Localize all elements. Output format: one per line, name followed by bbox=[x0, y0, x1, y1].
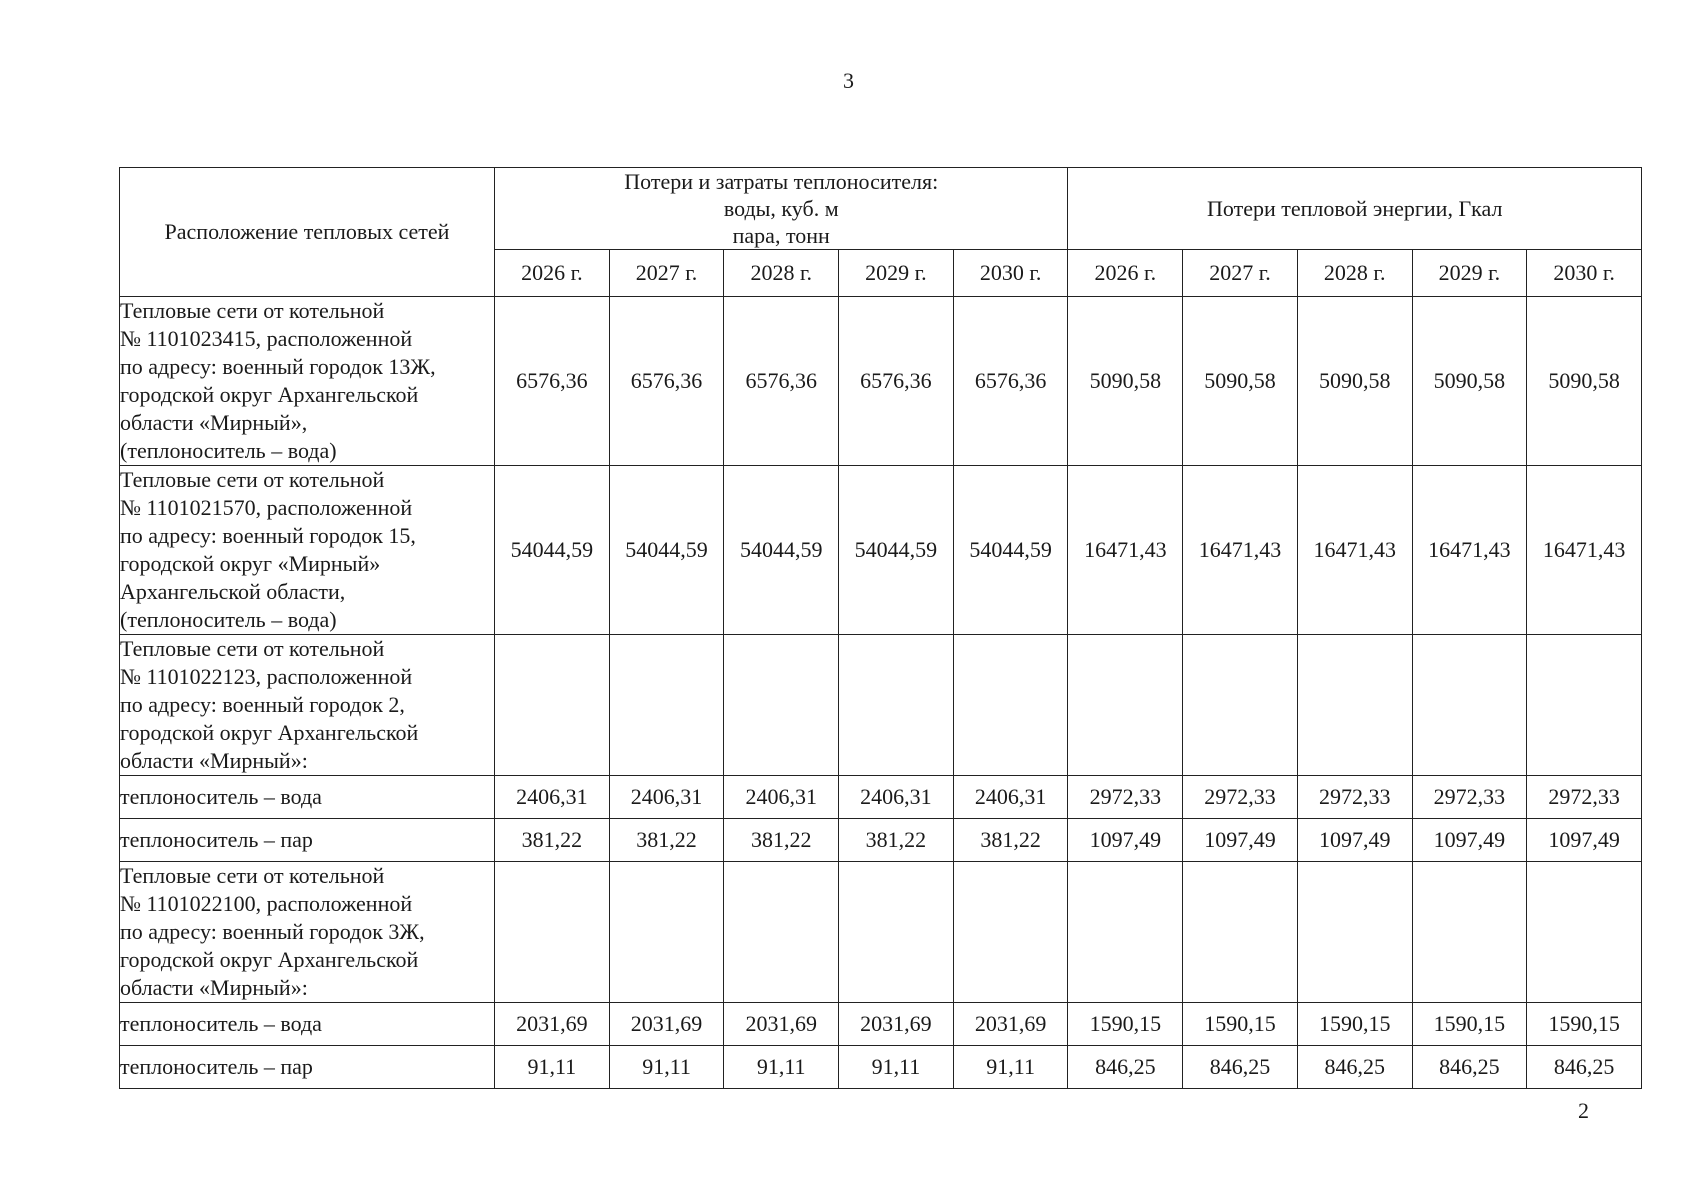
coolant-loss-cell: 54044,59 bbox=[609, 466, 724, 635]
coolant-loss-cell bbox=[953, 635, 1068, 776]
coolant-losses-header-line: воды, куб. м bbox=[723, 196, 839, 221]
coolant-loss-cell: 91,11 bbox=[953, 1046, 1068, 1089]
coolant-loss-cell: 381,22 bbox=[609, 819, 724, 862]
coolant-loss-cell: 6576,36 bbox=[839, 297, 954, 466]
coolant-loss-cell bbox=[495, 635, 610, 776]
coolant-loss-cell bbox=[495, 862, 610, 1003]
heat-loss-cell: 16471,43 bbox=[1527, 466, 1642, 635]
heat-loss-cell bbox=[1297, 862, 1412, 1003]
location-line: Тепловые сети от котельной bbox=[120, 298, 385, 323]
heat-loss-cell bbox=[1412, 635, 1527, 776]
heat-loss-cell: 2972,33 bbox=[1297, 776, 1412, 819]
heat-loss-cell: 2972,33 bbox=[1183, 776, 1298, 819]
location-line: городской округ Архангельской bbox=[120, 947, 419, 972]
coolant-loss-cell bbox=[724, 635, 839, 776]
location-line: № 1101022123, расположенной bbox=[120, 664, 413, 689]
coolant-losses-header-line: Потери и затраты теплоносителя: bbox=[624, 169, 939, 194]
heat-loss-cell: 846,25 bbox=[1527, 1046, 1642, 1089]
coolant-loss-cell: 2031,69 bbox=[724, 1003, 839, 1046]
coolant-loss-cell: 2031,69 bbox=[609, 1003, 724, 1046]
heat-loss-cell: 16471,43 bbox=[1068, 466, 1183, 635]
location-header: Расположение тепловых сетей bbox=[120, 168, 495, 297]
heat-loss-cell bbox=[1183, 862, 1298, 1003]
heat-loss-cell: 2972,33 bbox=[1412, 776, 1527, 819]
heat-loss-cell: 846,25 bbox=[1183, 1046, 1298, 1089]
heat-loss-cell: 16471,43 bbox=[1183, 466, 1298, 635]
location-cell bbox=[120, 862, 495, 1003]
location-line: по адресу: военный городок 15, bbox=[120, 523, 416, 548]
location-line: городской округ «Мирный» bbox=[120, 551, 381, 576]
coolant-loss-cell: 6576,36 bbox=[495, 297, 610, 466]
heat-loss-cell: 16471,43 bbox=[1412, 466, 1527, 635]
heat-loss-cell: 2972,33 bbox=[1527, 776, 1642, 819]
coolant-loss-cell bbox=[609, 635, 724, 776]
sheet-number: 2 bbox=[1578, 1098, 1589, 1123]
heat-losses-table bbox=[119, 167, 1642, 1089]
location-line: № 1101021570, расположенной bbox=[120, 495, 413, 520]
location-line: области «Мирный»: bbox=[120, 748, 308, 773]
coolant-loss-cell: 2406,31 bbox=[724, 776, 839, 819]
coolant-loss-cell: 2031,69 bbox=[495, 1003, 610, 1046]
heat-loss-cell: 1097,49 bbox=[1527, 819, 1642, 862]
coolant-loss-cell: 381,22 bbox=[953, 819, 1068, 862]
heat-loss-cell: 1590,15 bbox=[1297, 1003, 1412, 1046]
coolant-loss-cell: 91,11 bbox=[609, 1046, 724, 1089]
heat-losses-header: Потери тепловой энергии, Гкал bbox=[1068, 168, 1641, 250]
coolant-loss-cell bbox=[953, 862, 1068, 1003]
coolant-loss-cell: 2406,31 bbox=[609, 776, 724, 819]
heat-loss-cell: 2972,33 bbox=[1068, 776, 1183, 819]
coolant-loss-cell: 2031,69 bbox=[953, 1003, 1068, 1046]
location-cell bbox=[120, 635, 495, 776]
heat-loss-cell bbox=[1412, 862, 1527, 1003]
coolant-loss-cell: 381,22 bbox=[839, 819, 954, 862]
table-row bbox=[120, 862, 1642, 1003]
coolant-year-header: 2026 г. bbox=[495, 250, 610, 297]
location-cell bbox=[120, 1003, 495, 1046]
heat-loss-cell: 1097,49 bbox=[1068, 819, 1183, 862]
location-line: теплоноситель – пар bbox=[120, 1054, 313, 1079]
location-line: по адресу: военный городок 2, bbox=[120, 692, 405, 717]
location-line: городской округ Архангельской bbox=[120, 382, 419, 407]
heat-loss-cell: 5090,58 bbox=[1183, 297, 1298, 466]
coolant-loss-cell: 54044,59 bbox=[839, 466, 954, 635]
location-cell bbox=[120, 776, 495, 819]
location-cell bbox=[120, 297, 495, 466]
coolant-loss-cell bbox=[839, 635, 954, 776]
location-cell bbox=[120, 1046, 495, 1089]
heat-loss-cell: 1097,49 bbox=[1183, 819, 1298, 862]
location-line: Тепловые сети от котельной bbox=[120, 467, 385, 492]
heat-loss-cell: 5090,58 bbox=[1412, 297, 1527, 466]
heat-loss-cell: 16471,43 bbox=[1297, 466, 1412, 635]
table-row bbox=[120, 1046, 1642, 1089]
coolant-loss-cell: 54044,59 bbox=[724, 466, 839, 635]
coolant-loss-cell: 6576,36 bbox=[609, 297, 724, 466]
coolant-loss-cell: 54044,59 bbox=[953, 466, 1068, 635]
heat-loss-cell: 5090,58 bbox=[1527, 297, 1642, 466]
page-number: 3 bbox=[843, 68, 854, 93]
heat-loss-cell: 5090,58 bbox=[1068, 297, 1183, 466]
location-line: по адресу: военный городок 3Ж, bbox=[120, 919, 425, 944]
coolant-loss-cell: 6576,36 bbox=[724, 297, 839, 466]
heat-year-header: 2026 г. bbox=[1068, 250, 1183, 297]
location-line: области «Мирный»: bbox=[120, 975, 308, 1000]
location-line: (теплоноситель – вода) bbox=[120, 438, 337, 463]
heat-year-header: 2030 г. bbox=[1527, 250, 1642, 297]
coolant-loss-cell: 91,11 bbox=[724, 1046, 839, 1089]
coolant-loss-cell: 6576,36 bbox=[953, 297, 1068, 466]
coolant-loss-cell: 91,11 bbox=[495, 1046, 610, 1089]
coolant-year-header: 2030 г. bbox=[953, 250, 1068, 297]
location-line: № 1101022100, расположенной bbox=[120, 891, 413, 916]
heat-loss-cell: 1097,49 bbox=[1297, 819, 1412, 862]
location-cell bbox=[120, 466, 495, 635]
coolant-loss-cell bbox=[724, 862, 839, 1003]
heat-loss-cell bbox=[1068, 862, 1183, 1003]
heat-loss-cell bbox=[1527, 862, 1642, 1003]
coolant-year-header: 2028 г. bbox=[724, 250, 839, 297]
location-line: по адресу: военный городок 13Ж, bbox=[120, 354, 436, 379]
heat-loss-cell: 1590,15 bbox=[1068, 1003, 1183, 1046]
table-row bbox=[120, 1003, 1642, 1046]
heat-year-header: 2028 г. bbox=[1297, 250, 1412, 297]
table-row bbox=[120, 819, 1642, 862]
location-line: Тепловые сети от котельной bbox=[120, 636, 385, 661]
heat-loss-cell: 5090,58 bbox=[1297, 297, 1412, 466]
coolant-loss-cell: 2031,69 bbox=[839, 1003, 954, 1046]
coolant-year-header: 2029 г. bbox=[839, 250, 954, 297]
heat-loss-cell: 1590,15 bbox=[1412, 1003, 1527, 1046]
heat-year-header: 2027 г. bbox=[1183, 250, 1298, 297]
location-line: Архангельской области, bbox=[120, 579, 346, 604]
coolant-loss-cell bbox=[609, 862, 724, 1003]
table-body bbox=[120, 297, 1642, 1089]
heat-loss-cell: 1097,49 bbox=[1412, 819, 1527, 862]
coolant-year-header: 2027 г. bbox=[609, 250, 724, 297]
coolant-loss-cell bbox=[839, 862, 954, 1003]
coolant-loss-cell: 381,22 bbox=[495, 819, 610, 862]
heat-loss-cell: 1590,15 bbox=[1527, 1003, 1642, 1046]
heat-loss-cell: 846,25 bbox=[1297, 1046, 1412, 1089]
location-line: теплоноситель – вода bbox=[120, 1011, 322, 1036]
coolant-loss-cell: 2406,31 bbox=[839, 776, 954, 819]
coolant-losses-header-line: пара, тонн bbox=[732, 223, 830, 248]
location-line: теплоноситель – вода bbox=[120, 784, 322, 809]
location-line: теплоноситель – пар bbox=[120, 827, 313, 852]
table-row bbox=[120, 776, 1642, 819]
heat-year-header: 2029 г. bbox=[1412, 250, 1527, 297]
heat-loss-cell bbox=[1527, 635, 1642, 776]
coolant-losses-header bbox=[495, 168, 1068, 250]
location-line: № 1101023415, расположенной bbox=[120, 326, 413, 351]
heat-loss-cell: 1590,15 bbox=[1183, 1003, 1298, 1046]
heat-loss-cell: 846,25 bbox=[1068, 1046, 1183, 1089]
location-line: (теплоноситель – вода) bbox=[120, 607, 337, 632]
coolant-loss-cell: 381,22 bbox=[724, 819, 839, 862]
table-row bbox=[120, 297, 1642, 466]
coolant-loss-cell: 54044,59 bbox=[495, 466, 610, 635]
location-line: Тепловые сети от котельной bbox=[120, 863, 385, 888]
location-line: городской округ Архангельской bbox=[120, 720, 419, 745]
heat-loss-cell bbox=[1068, 635, 1183, 776]
heat-loss-cell: 846,25 bbox=[1412, 1046, 1527, 1089]
location-cell bbox=[120, 819, 495, 862]
coolant-loss-cell: 2406,31 bbox=[953, 776, 1068, 819]
table-row bbox=[120, 635, 1642, 776]
table-row bbox=[120, 466, 1642, 635]
location-line: области «Мирный», bbox=[120, 410, 308, 435]
heat-loss-cell bbox=[1183, 635, 1298, 776]
heat-loss-cell bbox=[1297, 635, 1412, 776]
coolant-loss-cell: 2406,31 bbox=[495, 776, 610, 819]
coolant-loss-cell: 91,11 bbox=[839, 1046, 954, 1089]
